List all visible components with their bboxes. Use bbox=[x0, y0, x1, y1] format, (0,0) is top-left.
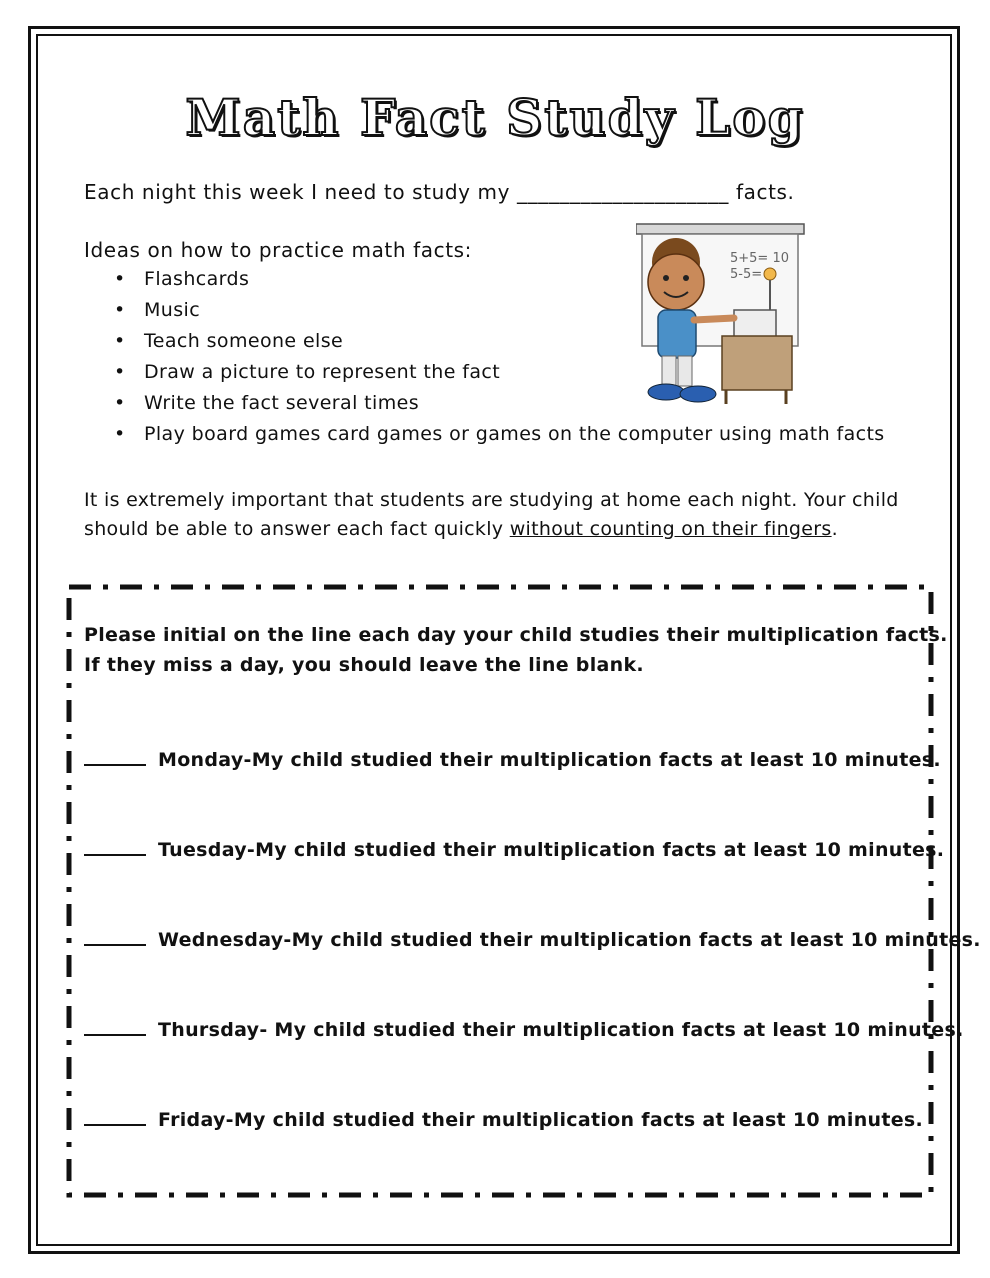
emphasis-text: without counting on their fingers bbox=[509, 518, 832, 540]
list-item: • Music bbox=[114, 299, 201, 321]
importance-note bbox=[84, 486, 914, 544]
initial-line[interactable] bbox=[84, 746, 146, 766]
bullet-icon: • bbox=[114, 423, 126, 445]
face-icon bbox=[648, 254, 704, 310]
list-item: • Flashcards bbox=[114, 268, 250, 290]
log-row-friday: Friday-My child studied their multiplication facts at least 10 minutes. bbox=[84, 1106, 923, 1131]
initial-line[interactable] bbox=[84, 1016, 146, 1036]
answer-token bbox=[764, 268, 776, 280]
desk-icon bbox=[722, 336, 792, 390]
bullet-icon: • bbox=[114, 330, 126, 352]
board-equation-2: 5-5= bbox=[730, 267, 763, 282]
arm-icon bbox=[694, 318, 734, 320]
whiteboard-frame bbox=[636, 224, 804, 234]
shoe-icon bbox=[680, 386, 716, 402]
log-instructions-line1: Please initial on the line each day your child studies their multiplication facts. bbox=[84, 624, 948, 646]
log-row-monday: Monday-My child studied their multiplication facts at least 10 minutes. bbox=[84, 746, 941, 771]
bullet-icon: • bbox=[114, 361, 126, 383]
laptop-icon bbox=[734, 310, 776, 338]
study-assignment-suffix: facts. bbox=[736, 180, 795, 204]
log-row-tuesday: Tuesday-My child studied their multiplication facts at least 10 minutes. bbox=[84, 836, 944, 861]
ideas-heading: Ideas on how to practice math facts: bbox=[84, 238, 472, 262]
board-equation-1: 5+5= 10 bbox=[730, 251, 790, 266]
list-item: • Teach someone else bbox=[114, 330, 344, 352]
log-row-thursday: Thursday- My child studied their multiplication facts at least 10 minutes. bbox=[84, 1016, 964, 1041]
bullet-icon: • bbox=[114, 299, 126, 321]
bullet-icon: • bbox=[114, 392, 126, 414]
initial-line[interactable] bbox=[84, 926, 146, 946]
shirt-icon bbox=[658, 310, 696, 358]
initial-line[interactable] bbox=[84, 836, 146, 856]
study-assignment-prefix: Each night this week I need to study my bbox=[84, 180, 511, 204]
study-assignment-blank[interactable]: ____________________ bbox=[517, 180, 730, 204]
page-title: Math Fact Study Log bbox=[185, 88, 805, 147]
list-item: • Draw a picture to represent the fact bbox=[114, 361, 501, 383]
log-row-wednesday: Wednesday-My child studied their multiplication facts at least 10 minutes. bbox=[84, 926, 981, 951]
log-instructions-line2: If they miss a day, you should leave the line blank. bbox=[84, 654, 644, 676]
list-item: • Write the fact several times bbox=[114, 392, 420, 414]
study-assignment-line bbox=[84, 180, 795, 204]
initial-line[interactable] bbox=[84, 1106, 146, 1126]
importance-note-line1: It is extremely important that students are studying at home each night. Your child bbox=[84, 489, 899, 511]
student-at-board-illustration bbox=[636, 222, 808, 412]
bullet-icon: • bbox=[114, 268, 126, 290]
shoe-icon bbox=[648, 384, 684, 400]
log-instructions bbox=[84, 620, 948, 680]
list-item: • Play board games card games or games on the computer using math facts bbox=[114, 423, 885, 445]
importance-note-line2: should be able to answer each fact quickly without counting on their fingers. bbox=[84, 518, 838, 540]
